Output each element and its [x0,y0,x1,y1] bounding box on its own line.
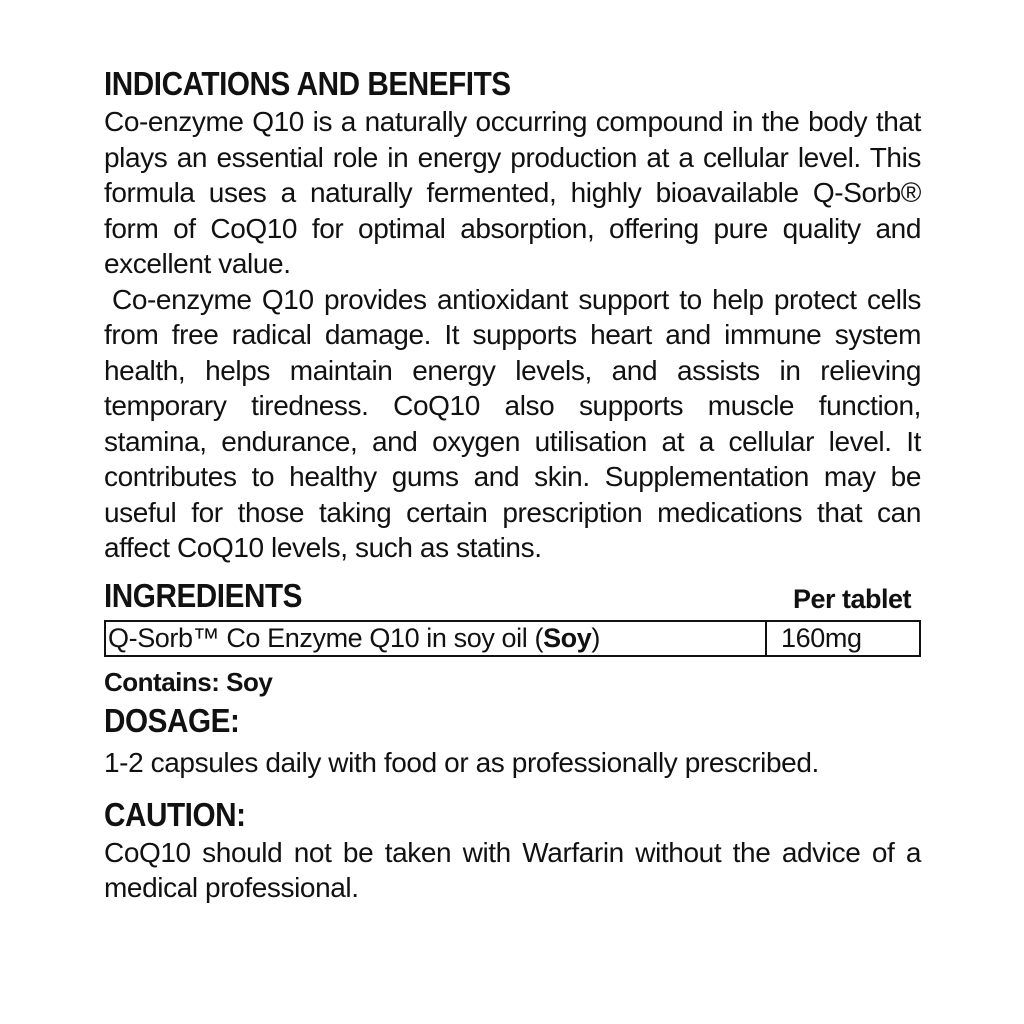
table-row [105,621,920,656]
ingredient-name-prefix: Q-Sorb™ Co Enzyme Q10 in soy oil ( [108,622,544,653]
contains-allergen-note: Contains: Soy [104,666,273,697]
ingredient-amount-cell: 160mg [766,621,920,656]
caution-heading: CAUTION: [104,795,246,833]
ingredient-name-cell [105,621,766,656]
label-content [104,64,921,906]
caution-text: CoQ10 should not be taken with Warfarin without the advice of a medical professional. [104,836,921,903]
ingredient-name-suffix: ) [591,622,600,653]
ingredients-table [104,620,921,657]
indications-heading: INDICATIONS AND BENEFITS [104,65,511,102]
per-tablet-label: Per tablet [792,583,911,614]
ingredients-header [104,576,921,616]
indications-paragraph-1: Co-enzyme Q10 is a naturally occurring compound in the body that plays an essential role in energy production at a cellular level. This formula uses a naturally fermented, highly bioavailable Q-Sorb® form of CoQ10 for optimal absorption, offering pure quality and excellent value. [104,106,921,279]
indications-paragraph-2: Co-enzyme Q10 provides antioxidant support to help protect cells from free radical damage. It supports heart and immune system health, helps maintain energy levels, and assists in relieving temporary tiredness. CoQ10 also supports muscle function, stamina, endurance, and oxygen utilisation at a cellular level. It contributes to healthy gums and skin. Supplementation may be useful for those taking certain prescription medications that can affect CoQ10 levels, such as statins. [104,283,921,563]
ingredients-heading: INGREDIENTS [104,576,303,614]
ingredient-allergen: Soy [543,622,592,653]
dosage-text: 1-2 capsules daily with food or as professionally prescribed. [104,746,819,778]
dosage-heading: DOSAGE: [104,701,240,739]
